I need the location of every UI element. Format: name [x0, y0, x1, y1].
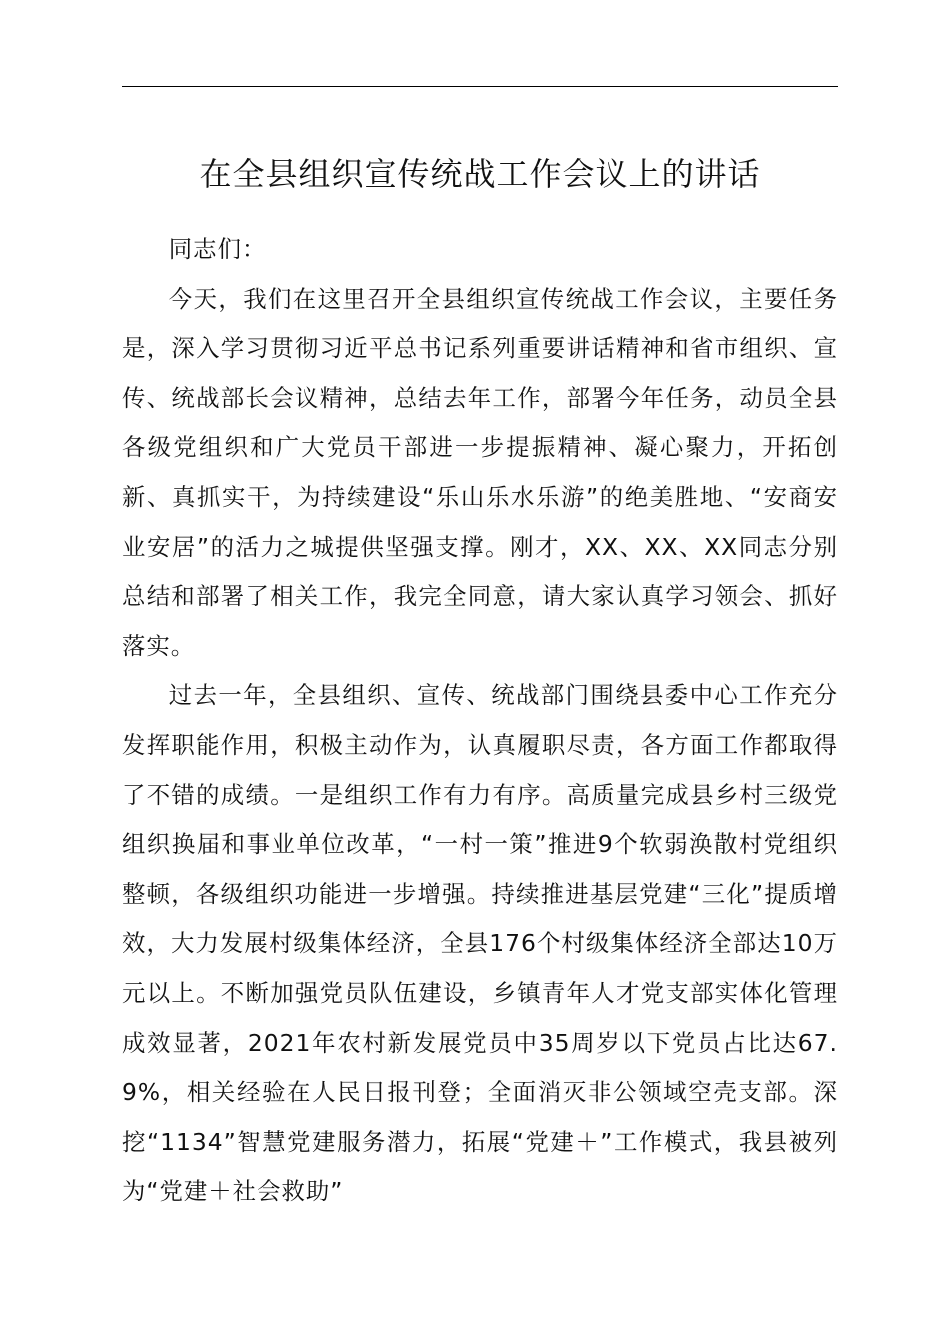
document-title: 在全县组织宣传统战工作会议上的讲话 — [199, 155, 761, 193]
document-body — [122, 225, 838, 1217]
header-rule — [122, 86, 838, 87]
paragraph-1: 今天，我们在这里召开全县组织宣传统战工作会议，主要任务是，深入学习贯彻习近平总书记系列重要讲话精神和省市组织、宣传、统战部长会议精神，总结去年工作，部署今年任务，动员全县各级党组织和广大党员干部进一步提振精神、凝心聚力，开拓创新、真抓实干，为持续建设“乐山乐水乐游”的绝美胜地、“安商安业安居”的活力之城提供坚强支撑。刚才，XX、XX、XX同志分别总结和部署了相关工作，我完全同意，请大家认真学习领会、抓好落实。 — [122, 284, 838, 660]
paragraph-2: 过去一年，全县组织、宣传、统战部门围绕县委中心工作充分发挥职能作用，积极主动作为，认真履职尽责，各方面工作都取得了不错的成绩。一是组织工作有力有序。高质量完成县乡村三级党组织换届和事业单位改革，“一村一策”推进9个软弱涣散村党组织整顿，各级组织功能进一步增强。持续推进基层党建“三化”提质增效，大力发展村级集体经济，全县176个村级集体经济全部达10万元以上。不断加强党员队伍建设，乡镇青年人才党支部实体化管理成效显著，2021年农村新发展党员中35周岁以下党员占比达67.9%，相关经验在人民日报刊登；全面消灭非公领域空壳支部。深挖“1134”智慧党建服务潜力，拓展“党建＋”工作模式，我县被列为“党建＋社会救助” — [122, 681, 838, 1206]
salutation: 同志们： — [168, 235, 267, 263]
